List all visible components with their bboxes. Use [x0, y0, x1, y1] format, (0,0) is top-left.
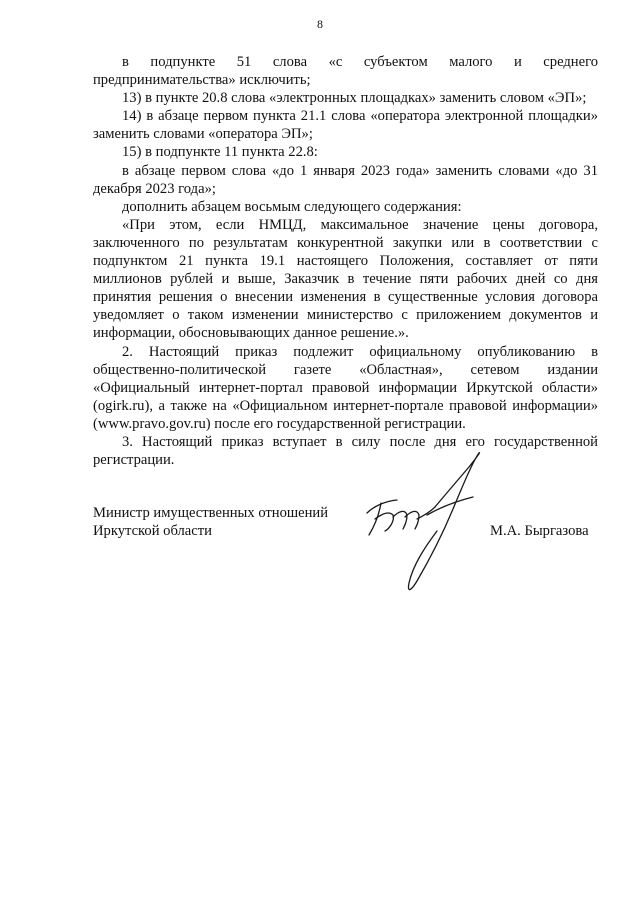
document-body [93, 53, 598, 469]
paragraph-item-15: 15) в подпункте 11 пункта 22.8: [122, 144, 318, 161]
paragraph-clause-3-effective: 3. Настоящий приказ вступает в силу после дня его государственной регистрации. [93, 433, 598, 469]
paragraph-add-eighth-abzats: дополнить абзацем восьмым следующего содержания: [122, 198, 462, 215]
paragraph-subpoint-51: в подпункте 51 слова «с субъектом малого и среднего предпринимательства» исключить; [93, 54, 598, 89]
signatory-title-line-1: Министр имущественных отношений [93, 505, 329, 521]
paragraph-first-abzats-change: в абзаце первом слова «до 1 января 2023 года» заменить словами «до 31 декабря 2023 года»; [93, 162, 598, 197]
signatory-title-line-2: Иркутской области [93, 523, 212, 540]
page-number: 8 [317, 17, 323, 31]
handwritten-signature [345, 445, 495, 595]
signatory-name: М.А. Быргазова [490, 523, 589, 539]
paragraph-quoted-amendment: «При этом, если НМЦД, максимальное значение цены договора, заключенного по результатам конкурентной закупки или в соответствии с подпунктом 21 пункта 19.1 настоящего Положения, составляет от пяти миллионов рублей и выше, Заказчик в течение пяти рабочих дней со дня принятия решения о внесении изменения в существенные условия договора уведомляет о таком изменении министерство с приложением документов и информации, обосновывающих данное решение.». [93, 216, 598, 342]
paragraph-item-14: 14) в абзаце первом пункта 21.1 слова «оператора электронной площадки» заменить словами «оператора ЭП»; [93, 108, 598, 143]
signatory-title [93, 504, 328, 540]
paragraph-clause-2-publication: 2. Настоящий приказ подлежит официальному опубликованию в общественно-политической газете «Областная», сетевом издании «Официальный интернет-портал правовой информации Иркутской области» (ogirk.ru), а также на «Официальном интернет-портале правовой информации» (www.pravo.gov.ru) после его государственной регистрации. [93, 343, 598, 432]
paragraph-item-13: 13) в пункте 20.8 слова «электронных площадках» заменить словом «ЭП»; [122, 90, 587, 107]
